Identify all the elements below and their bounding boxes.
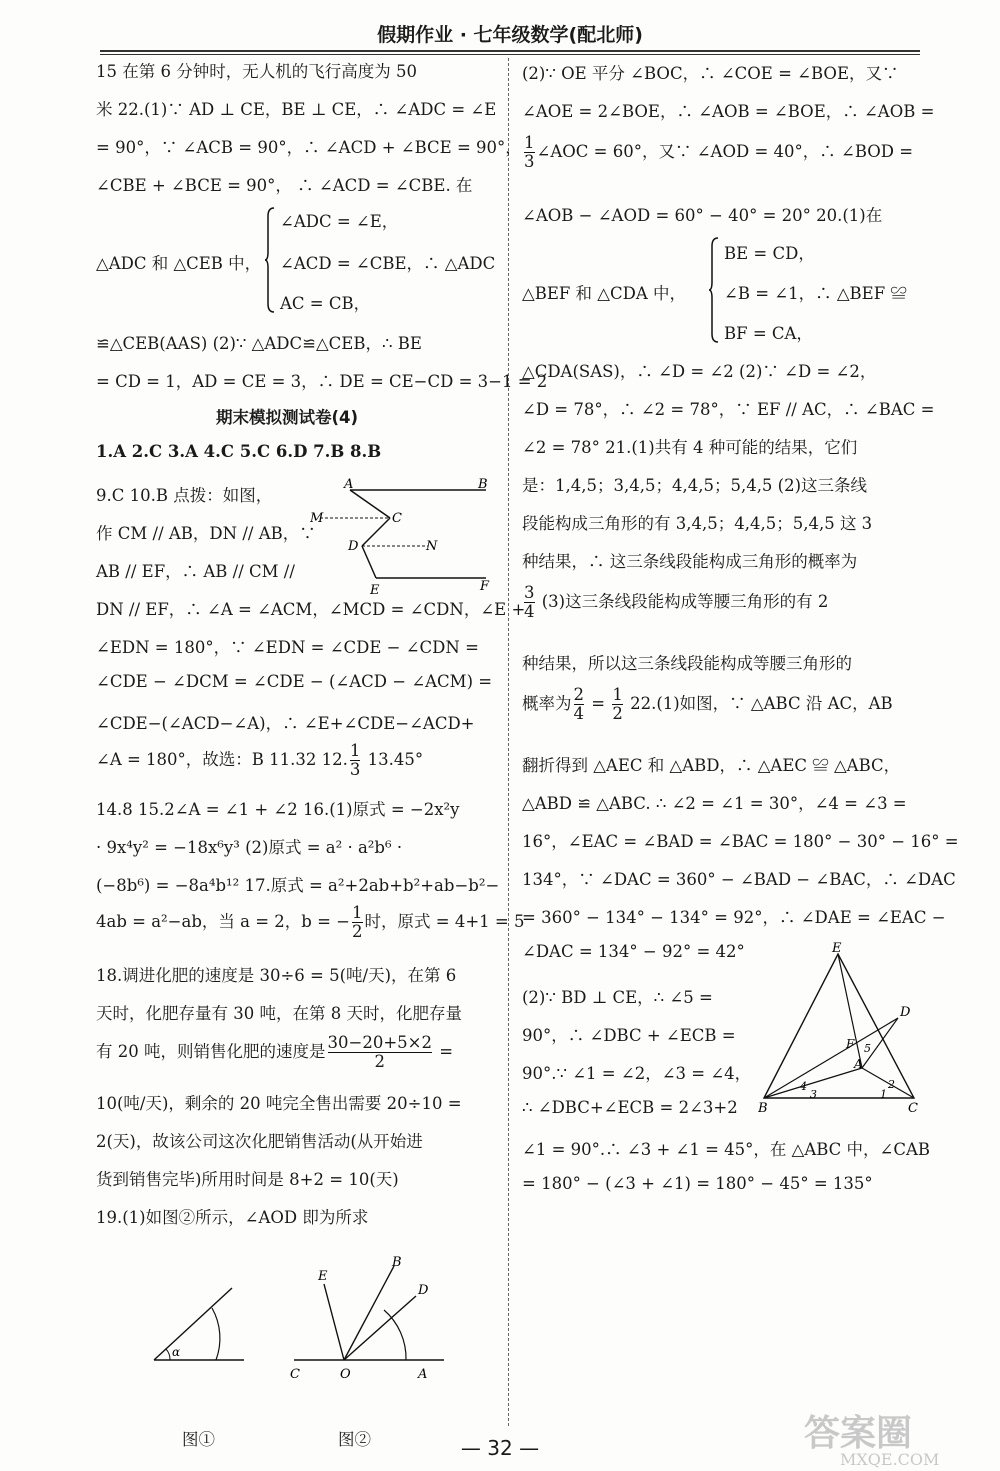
header-rule	[100, 54, 920, 55]
page-number: — 32 —	[460, 1436, 540, 1460]
text-segment: 时，原式 = 4+1 = 5	[364, 912, 525, 931]
text-line: (−8b⁶) = −8a⁴b¹² 17.原式 = a²+2ab+b²+ab−b²−	[96, 876, 500, 895]
page-header: 假期作业 · 七年级数学(配北师)	[100, 20, 920, 52]
text-line: ∠D = 78°，∴ ∠2 = 78°，∵ EF // AC，∴ ∠BAC =	[522, 400, 935, 419]
text-line: · 9x⁴y² = −18x⁶y³ (2)原式 = a² · a²b⁶ ·	[96, 838, 403, 857]
text-line: 天时，化肥存量有 30 吨，在第 8 天时，化肥存量	[96, 1004, 462, 1023]
figure-caption: 图①	[182, 1430, 215, 1449]
svg-text:E: E	[318, 1269, 328, 1284]
denominator: 4	[524, 602, 535, 621]
text-segment: 13.45°	[362, 750, 424, 769]
fraction	[352, 904, 363, 941]
text-line	[96, 1034, 453, 1071]
svg-text:F: F	[846, 1037, 855, 1051]
svg-text:C: C	[908, 1101, 918, 1114]
text-line: 15 在第 6 分钟时，无人机的飞行高度为 50	[96, 62, 417, 81]
text-line: 90°.∵ ∠1 = ∠2，∠3 = ∠4，	[522, 1064, 752, 1083]
text-line: 作 CM // AB，DN // AB，∵	[96, 524, 316, 543]
svg-text:5: 5	[864, 1042, 871, 1055]
svg-text:M: M	[310, 511, 324, 526]
text-line: △ADC 和 △CEB 中，	[96, 254, 262, 273]
text-line: 2(天)，故该公司这次化肥销售活动(从开始进	[96, 1132, 423, 1151]
text-line	[96, 904, 524, 941]
text-line: = 180° − (∠3 + ∠1) = 180° − 45° = 135°	[522, 1174, 873, 1193]
svg-text:α: α	[172, 1345, 181, 1359]
svg-text:3: 3	[810, 1088, 817, 1101]
svg-text:B: B	[478, 478, 488, 492]
denominator: 2	[612, 704, 623, 723]
fraction	[328, 1034, 432, 1071]
text-line: 134°，∵ ∠DAC = 360° − ∠BAD − ∠BAC，∴ ∠DAC	[522, 870, 956, 889]
text-segment: ∠AOC = 60°，又∵ ∠AOD = 40°，∴ ∠BOD =	[536, 142, 914, 161]
text-line	[522, 686, 893, 723]
text-line: AB // EF，∴ AB // CM //	[96, 562, 295, 581]
text-line: ∠CDE − ∠DCM = ∠CDE − (∠ACD − ∠ACM) =	[96, 672, 493, 691]
text-line: (2)∵ BD ⊥ CE，∴ ∠5 =	[522, 988, 713, 1007]
svg-text:F: F	[480, 579, 490, 594]
svg-text:1: 1	[880, 1088, 887, 1101]
text-line: ≌△CEB(AAS) (2)∵ △ADC≌△CEB，∴ BE	[96, 334, 422, 353]
numerator: 1	[352, 903, 363, 922]
text-line: 段能构成三角形的有 3,4,5；4,4,5；5,4,5 这 3	[522, 514, 873, 533]
svg-text:A: A	[854, 1057, 863, 1071]
text-segment: 4ab = a²−ab，当 a = 2，b = −	[96, 912, 350, 931]
text-segment: =	[586, 694, 611, 713]
numerator: 3	[524, 583, 535, 602]
brace-icon	[264, 206, 276, 314]
construction-figures	[144, 1254, 454, 1404]
text-line	[522, 134, 913, 171]
text-line: = 360° − 134° − 134° = 92°，∴ ∠DAE = ∠EAC −	[522, 908, 946, 927]
numerator: 1	[612, 685, 623, 704]
text-line: 9.C 10.B 点拨：如图，	[96, 486, 273, 505]
text-line: 16°，∠EAC = ∠BAD = ∠BAC = 180° − 30° − 16° =	[522, 832, 959, 851]
text-line: 19.(1)如图②所示，∠AOD 即为所求	[96, 1208, 369, 1227]
denominator: 4	[573, 704, 584, 723]
denominator: 2	[374, 1052, 385, 1071]
text-line: ∴ ∠DBC+∠ECB = 2∠3+2	[522, 1098, 738, 1117]
brace-item: AC = CB，	[280, 294, 371, 313]
text-line: 货到销售完毕)所用时间是 8+2 = 10(天)	[96, 1170, 399, 1189]
brace-item: BF = CA，	[724, 324, 813, 343]
svg-text:C: C	[290, 1367, 300, 1382]
numerator: 1	[524, 133, 535, 152]
brace-item: BE = CD，	[724, 244, 815, 263]
answer-line: 1.A 2.C 3.A 4.C 5.C 6.D 7.B 8.B	[96, 442, 382, 461]
svg-text:O: O	[340, 1367, 351, 1382]
svg-text:A: A	[418, 1367, 428, 1382]
text-line: △CDA(SAS)，∴ ∠D = ∠2 (2)∵ ∠D = ∠2，	[522, 362, 877, 381]
text-line: ∠1 = 90°.∴ ∠3 + ∠1 = 45°，在 △ABC 中，∠CAB	[522, 1140, 931, 1159]
text-segment: ∠A = 180°，故选：B 11.32 12.	[96, 750, 348, 769]
text-segment: 有 20 吨，则销售化肥的速度是	[96, 1042, 326, 1061]
svg-text:2: 2	[888, 1078, 895, 1091]
text-line: △ABD ≌ △ABC. ∴ ∠2 = ∠1 = 30°，∠4 = ∠3 =	[522, 794, 907, 813]
brace-item: ∠ACD = ∠CBE，∴ △ADC	[280, 254, 496, 273]
svg-text:N: N	[426, 539, 438, 554]
text-line: 是：1,4,5；3,4,5；4,4,5；5,4,5 (2)这三条线	[522, 476, 868, 495]
svg-text:B: B	[392, 1255, 402, 1270]
text-line: DN // EF，∴ ∠A = ∠ACM，∠MCD = ∠CDN，∠E +	[96, 600, 526, 619]
brace-item: ∠ADC = ∠E，	[280, 212, 399, 231]
text-line: ∠EDN = 180°，∵ ∠EDN = ∠CDE − ∠CDN =	[96, 638, 479, 657]
text-segment: (3)这三条线段能构成等腰三角形的有 2	[536, 592, 829, 611]
denominator: 3	[349, 760, 361, 779]
text-line: ∠AOB − ∠AOD = 60° − 40° = 20° 20.(1)在	[522, 206, 883, 225]
fraction	[524, 134, 535, 171]
text-segment: =	[433, 1042, 454, 1061]
text-line: 种结果，所以这三条线段能构成等腰三角形的	[522, 654, 852, 673]
svg-text:A: A	[344, 478, 354, 492]
fraction	[350, 742, 361, 779]
svg-text:D: D	[348, 539, 359, 554]
text-line: 14.8 15.2∠A = ∠1 + ∠2 16.(1)原式 = −2x²y	[96, 800, 460, 819]
svg-text:MXQE.COM: MXQE.COM	[840, 1450, 940, 1469]
svg-text:E: E	[370, 583, 380, 596]
parallel-lines-figure	[310, 478, 500, 596]
text-line: 90°，∴ ∠DBC + ∠ECB =	[522, 1026, 736, 1045]
text-line: ∠2 = 78° 21.(1)共有 4 种可能的结果，它们	[522, 438, 858, 457]
text-line	[522, 584, 828, 621]
svg-text:4: 4	[800, 1080, 807, 1093]
text-line: 18.调进化肥的速度是 30÷6 = 5(吨/天)，在第 6	[96, 966, 457, 985]
text-line: ∠CDE−(∠ACD−∠A)，∴ ∠E+∠CDE−∠ACD+	[96, 714, 475, 733]
text-line: △BEF 和 △CDA 中，	[522, 284, 687, 303]
text-line: ∠CBE + ∠BCE = 90°， ∴ ∠ACD = ∠CBE. 在	[96, 176, 473, 195]
numerator: 1	[349, 741, 361, 760]
svg-text:B: B	[758, 1101, 768, 1114]
text-line	[96, 742, 423, 779]
text-line: ∠AOE = 2∠BOE，∴ ∠AOB = ∠BOE，∴ ∠AOB =	[522, 102, 935, 121]
fraction	[612, 686, 623, 723]
text-line: = 90°，∵ ∠ACB = 90°，∴ ∠ACD + ∠BCE = 90°，	[96, 138, 522, 157]
fraction	[574, 686, 585, 723]
text-line: (2)∵ OE 平分 ∠BOC，∴ ∠COE = ∠BOE，又∵	[522, 64, 899, 83]
column-divider	[508, 58, 509, 1426]
section-title: 期末模拟测试卷(4)	[216, 408, 359, 427]
brace-item: ∠B = ∠1，∴ △BEF ≌	[724, 284, 907, 303]
svg-text:答案圈: 答案圈	[804, 1412, 913, 1454]
text-segment: 22.(1)如图，∵ △ABC 沿 AC，AB	[624, 694, 893, 713]
svg-text:E: E	[832, 942, 842, 956]
svg-text:D: D	[900, 1005, 911, 1020]
denominator: 3	[524, 152, 535, 171]
denominator: 2	[352, 922, 363, 941]
text-line: 种结果，∴ 这三条线段能构成三角形的概率为	[522, 552, 858, 571]
numerator: 2	[573, 685, 584, 704]
brace-icon	[708, 236, 720, 344]
fraction	[524, 584, 535, 621]
svg-text:C: C	[392, 511, 402, 526]
text-line: 米 22.(1)∵ AD ⊥ CE，BE ⊥ CE，∴ ∠ADC = ∠E	[96, 100, 497, 119]
text-line: 翻折得到 △AEC 和 △ABD，∴ △AEC ≌ △ABC，	[522, 756, 901, 775]
text-line: = CD = 1，AD = CE = 3，∴ DE = CE−CD = 3−1 = 2	[96, 372, 548, 391]
figure-caption: 图②	[338, 1430, 371, 1449]
text-line: 10(吨/天)，剩余的 20 吨完全售出需要 20÷10 =	[96, 1094, 462, 1113]
numerator: 30−20+5×2	[327, 1033, 432, 1052]
svg-text:D: D	[418, 1283, 429, 1298]
text-segment: 概率为	[522, 694, 572, 713]
watermark-logo	[800, 1405, 990, 1469]
text-line: ∠DAC = 134° − 92° = 42°	[522, 942, 745, 961]
folded-triangle-figure	[758, 942, 928, 1114]
